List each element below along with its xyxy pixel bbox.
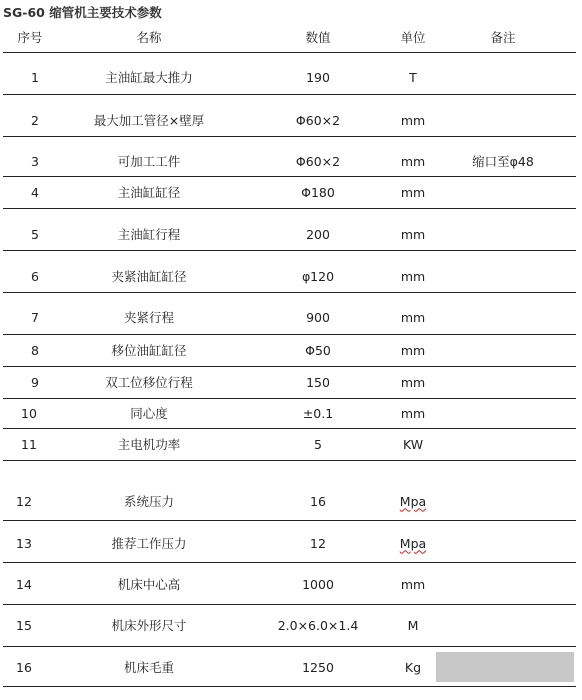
cell-value: 2.0×6.0×1.4 — [277, 617, 359, 633]
table-row — [0, 108, 582, 132]
cell-value: ±0.1 — [302, 405, 334, 421]
cell-seq: 13 — [16, 535, 32, 551]
cell-note — [448, 531, 558, 555]
cell-value: 190 — [306, 69, 330, 85]
cell-name: 系统压力 — [123, 494, 174, 509]
header-seq: 序号 — [17, 30, 43, 45]
row-rule — [3, 52, 576, 53]
cell-value: 1250 — [302, 659, 334, 675]
cell-name: 主油缸行程 — [117, 227, 181, 242]
cell-unit: Mpa — [399, 535, 427, 551]
cell-seq: 12 — [16, 493, 32, 509]
cell-name: 最大加工管径×壁厚 — [93, 113, 205, 128]
cell-note — [448, 370, 558, 394]
cell-note — [448, 264, 558, 288]
cell-value: Φ60×2 — [295, 153, 341, 169]
cell-unit: mm — [400, 184, 426, 200]
header-note: 备注 — [490, 30, 516, 45]
cell-name: 同心度 — [130, 406, 168, 421]
cell-name: 机床外形尺寸 — [111, 618, 187, 633]
table-row — [0, 264, 582, 288]
document-title: SG-60 缩管机主要技术参数 — [3, 5, 162, 20]
table-row — [0, 65, 582, 89]
row-rule — [3, 520, 576, 521]
cell-unit: Mpa — [399, 493, 427, 509]
cell-unit: T — [409, 69, 417, 85]
cell-seq: 5 — [31, 226, 39, 242]
cell-note — [448, 108, 558, 132]
row-rule — [3, 562, 576, 563]
row-rule — [3, 646, 576, 647]
cell-value: 200 — [306, 226, 330, 242]
cell-unit: Kg — [404, 659, 422, 675]
cell-note — [448, 401, 558, 425]
table-row — [0, 305, 582, 329]
cell-seq: 8 — [31, 342, 39, 358]
cell-note — [448, 65, 558, 89]
cell-note — [448, 489, 558, 513]
table-row — [0, 613, 582, 637]
cell-seq: 14 — [16, 576, 32, 592]
table-row — [0, 401, 582, 425]
cell-note — [448, 305, 558, 329]
cell-note — [448, 655, 558, 679]
cell-note: 缩口至φ48 — [472, 154, 534, 169]
cell-name: 推荐工作压力 — [111, 536, 187, 551]
cell-name: 夹紧油缸缸径 — [111, 269, 187, 284]
row-rule — [3, 94, 576, 95]
header-name: 名称 — [136, 30, 162, 45]
row-rule — [3, 686, 576, 687]
table-header — [0, 22, 582, 52]
cell-name: 双工位移位行程 — [105, 375, 193, 390]
cell-unit: M — [407, 617, 419, 633]
cell-seq: 15 — [16, 617, 32, 633]
cell-note — [448, 338, 558, 362]
cell-value: φ120 — [301, 268, 335, 284]
cell-unit: mm — [400, 268, 426, 284]
cell-unit: mm — [400, 342, 426, 358]
cell-name: 主油缸缸径 — [117, 185, 181, 200]
cell-seq: 10 — [21, 405, 37, 421]
table-row — [0, 531, 582, 555]
cell-seq: 1 — [31, 69, 39, 85]
row-rule — [3, 136, 576, 137]
cell-unit: mm — [400, 153, 426, 169]
cell-name: 移位油缸缸径 — [111, 343, 187, 358]
header-unit: 单位 — [400, 30, 426, 45]
cell-value: Φ50 — [305, 342, 331, 358]
cell-unit: mm — [400, 576, 426, 592]
cell-seq: 9 — [31, 374, 39, 390]
cell-unit: mm — [400, 309, 426, 325]
cell-unit: mm — [400, 374, 426, 390]
cell-unit: mm — [400, 405, 426, 421]
cell-seq: 16 — [16, 659, 32, 675]
table-row — [0, 180, 582, 204]
table-row — [0, 572, 582, 596]
cell-seq: 11 — [21, 436, 37, 452]
cell-unit: mm — [400, 226, 426, 242]
cell-note — [448, 613, 558, 637]
row-rule — [3, 250, 576, 251]
row-rule — [3, 366, 576, 367]
table-row — [0, 149, 582, 173]
row-rule — [3, 428, 576, 429]
row-rule — [3, 176, 576, 177]
table-row — [0, 338, 582, 362]
cell-name: 夹紧行程 — [123, 310, 174, 325]
cell-name: 机床毛重 — [123, 660, 174, 675]
cell-value: 16 — [310, 493, 326, 509]
cell-unit: KW — [402, 436, 424, 452]
cell-unit: mm — [400, 112, 426, 128]
cell-name: 可加工工件 — [117, 154, 181, 169]
cell-note — [448, 222, 558, 246]
cell-note — [448, 572, 558, 596]
table-row — [0, 655, 582, 679]
row-rule — [3, 334, 576, 335]
row-rule — [3, 460, 576, 461]
row-rule — [3, 292, 576, 293]
cell-note — [448, 432, 558, 456]
cell-note — [448, 180, 558, 204]
cell-seq: 3 — [31, 153, 39, 169]
row-rule — [3, 208, 576, 209]
cell-seq: 4 — [31, 184, 39, 200]
cell-value: Φ60×2 — [295, 112, 341, 128]
cell-value: 900 — [306, 309, 330, 325]
table-row — [0, 489, 582, 513]
header-value: 数值 — [305, 30, 331, 45]
cell-seq: 2 — [31, 112, 39, 128]
cell-seq: 6 — [31, 268, 39, 284]
cell-value: 1000 — [302, 576, 334, 592]
cell-value: Φ180 — [301, 184, 335, 200]
row-rule — [3, 398, 576, 399]
cell-value: 150 — [306, 374, 330, 390]
cell-name: 机床中心高 — [117, 577, 181, 592]
table-row — [0, 222, 582, 246]
cell-name: 主油缸最大推力 — [105, 70, 193, 85]
table-row — [0, 370, 582, 394]
cell-name: 主电机功率 — [117, 437, 181, 452]
cell-value: 12 — [310, 535, 326, 551]
cell-seq: 7 — [31, 309, 39, 325]
cell-value: 5 — [314, 436, 322, 452]
row-rule — [3, 604, 576, 605]
table-row — [0, 432, 582, 456]
